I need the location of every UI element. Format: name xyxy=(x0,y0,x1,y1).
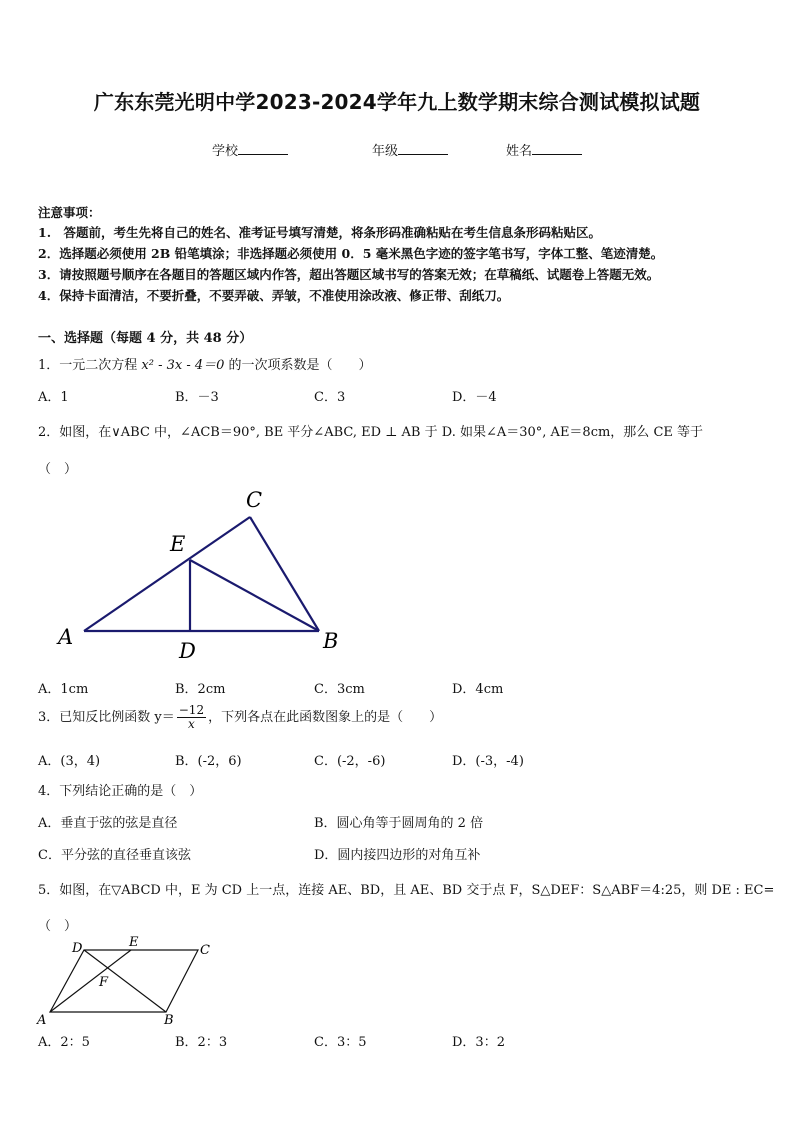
name-label: 姓名 xyxy=(506,144,533,159)
q4-option-d[interactable]: D．圆内接四边形的对角互补 xyxy=(314,848,481,863)
label-d: D xyxy=(179,639,196,663)
q3-pre: 3．已知反比例函数 y＝ xyxy=(38,710,175,725)
notice-item: 1. 答题前，考生先将自己的姓名、准考证号填写清楚，将条形码准确粘贴在考生信息条形码粘贴区。 xyxy=(38,225,602,240)
question-2-paren: （ ） xyxy=(38,462,78,477)
q3-option-d[interactable]: D．(-3，-4) xyxy=(452,754,524,769)
q2-option-d[interactable]: D．4cm xyxy=(452,682,504,697)
segment-ae xyxy=(50,950,131,1012)
label-a: A xyxy=(37,1013,47,1026)
school-blank[interactable] xyxy=(238,142,288,155)
label-b: B xyxy=(323,629,339,653)
notice-item: 3．请按照题号顺序在各题目的答题区域内作答，超出答题区域书写的答案无效；在草稿纸、试题卷上答题无效。 xyxy=(38,267,660,282)
grade-label: 年级 xyxy=(372,144,399,159)
q1-pre: 1．一元二次方程 xyxy=(38,358,142,373)
label-d: D xyxy=(72,941,83,956)
q5-option-a[interactable]: A．2：5 xyxy=(38,1035,90,1050)
name-field[interactable] xyxy=(506,140,582,159)
label-e: E xyxy=(129,935,139,950)
q3-option-a[interactable]: A．(3，4) xyxy=(38,754,101,769)
segment-eb xyxy=(190,560,319,631)
question-5-paren: （ ） xyxy=(38,919,78,934)
q4-option-c[interactable]: C．平分弦的直径垂直该弦 xyxy=(38,848,191,863)
q5-option-c[interactable]: C．3：5 xyxy=(314,1035,367,1050)
q4-option-a[interactable]: A．垂直于弦的弦是直径 xyxy=(38,816,178,831)
q3-fraction xyxy=(177,704,206,731)
label-c: C xyxy=(246,488,263,512)
side-cb xyxy=(250,517,319,631)
section-heading: 一、选择题（每题 4 分，共 48 分） xyxy=(38,331,253,346)
q1-option-b[interactable]: B．－3 xyxy=(175,390,219,405)
grade-field[interactable] xyxy=(372,140,448,159)
q1-equation: x² - 3x - 4＝0 xyxy=(141,358,225,373)
q3-post: ，下列各点在此函数图象上的是（ ） xyxy=(208,710,443,725)
label-e: E xyxy=(170,532,186,556)
parallelogram-abcd xyxy=(50,950,198,1012)
q1-option-d[interactable]: D．－4 xyxy=(452,390,497,405)
label-c: C xyxy=(200,943,210,958)
question-5-stem: 5．如图，在▽ABCD 中，E 为 CD 上一点，连接 AE、BD，且 AE、BD 交于点 F，S△DEF：S△ABF＝4:25，则 DE : EC= xyxy=(38,883,775,898)
q1-option-c[interactable]: C．3 xyxy=(314,390,346,405)
notice-item: 4．保持卡面清洁，不要折叠，不要弄破、弄皱，不准使用涂改液、修正带、刮纸刀。 xyxy=(38,288,510,303)
segment-bd xyxy=(84,950,166,1012)
notice-item: 2．选择题必须使用 2B 铅笔填涂；非选择题必须使用 0．5 毫米黑色字迹的签字笔书写，字体工整、笔迹清楚。 xyxy=(38,246,664,261)
notice-heading: 注意事项： xyxy=(38,205,101,220)
q2-option-c[interactable]: C．3cm xyxy=(314,682,365,697)
question-2-stem: 2．如图，在∨ABC 中，∠ACB＝90°, BE 平分∠ABC, ED ⊥ AB 于 D. 如果∠A＝30°, AE＝8cm，那么 CE 等于 xyxy=(38,425,704,440)
q4-option-b[interactable]: B．圆心角等于圆周角的 2 倍 xyxy=(314,816,484,831)
q2-triangle-figure xyxy=(50,484,370,664)
side-ac xyxy=(84,517,250,631)
question-1 xyxy=(38,354,372,373)
grade-blank[interactable] xyxy=(398,142,448,155)
q1-post: 的一次项系数是（ ） xyxy=(224,358,372,373)
q3-option-c[interactable]: C．(-2，-6) xyxy=(314,754,386,769)
school-field[interactable] xyxy=(212,140,288,159)
q1-option-a[interactable]: A．1 xyxy=(38,390,69,405)
q5-parallelogram-figure xyxy=(34,934,224,1026)
name-blank[interactable] xyxy=(532,142,582,155)
label-f: F xyxy=(99,975,109,990)
q5-option-b[interactable]: B．2：3 xyxy=(175,1035,228,1050)
q5-option-d[interactable]: D．3：2 xyxy=(452,1035,505,1050)
q3-denominator: x xyxy=(188,717,195,731)
label-b: B xyxy=(164,1013,174,1026)
question-3 xyxy=(38,704,442,731)
q3-option-b[interactable]: B．(-2，6) xyxy=(175,754,242,769)
question-4: 4．下列结论正确的是（ ） xyxy=(38,784,203,799)
page-title: 广东东莞光明中学2023-2024学年九上数学期末综合测试模拟试题 xyxy=(93,90,701,114)
q2-option-a[interactable]: A．1cm xyxy=(38,682,89,697)
label-a: A xyxy=(58,625,74,649)
school-label: 学校 xyxy=(212,144,239,159)
q2-option-b[interactable]: B．2cm xyxy=(175,682,226,697)
q3-numerator: −12 xyxy=(178,703,205,717)
